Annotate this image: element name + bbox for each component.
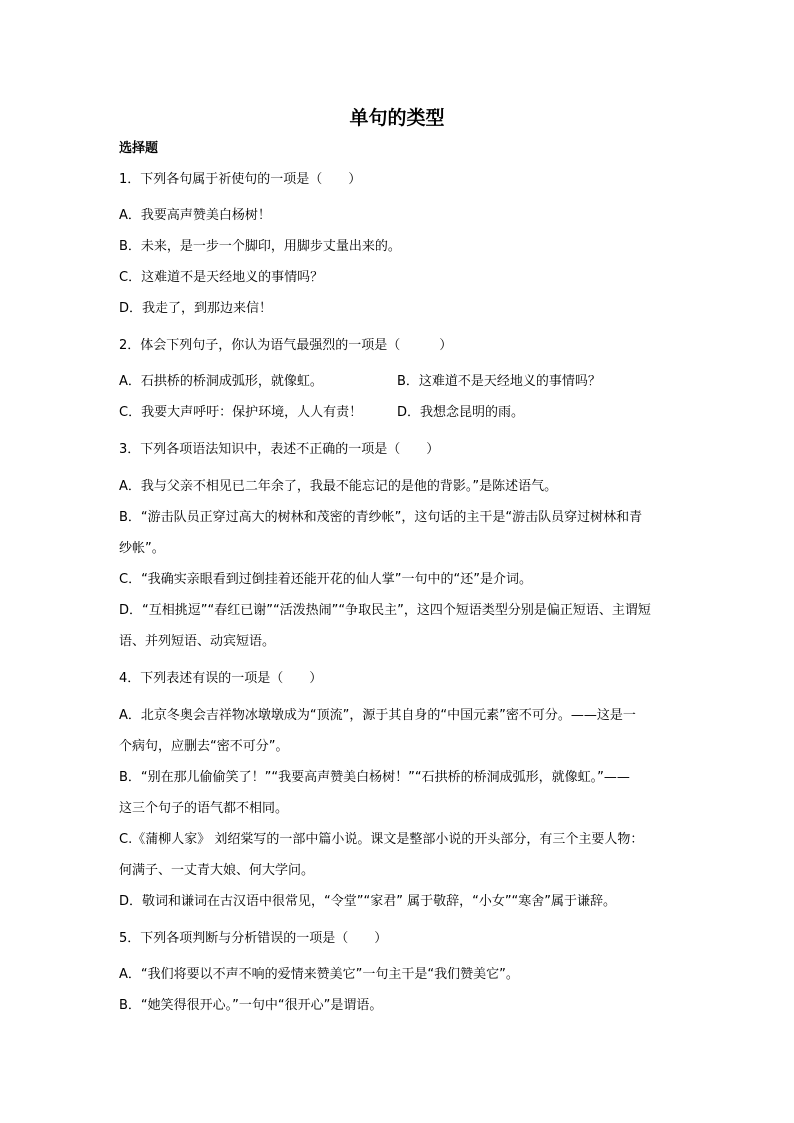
question-3-option-d-line2: 语、并列短语、动宾短语。 — [119, 634, 276, 649]
question-1-option-c: C．这难道不是天经地义的事情吗？ — [119, 270, 324, 285]
question-4-stem: 4．下列表述有误的一项是（ ） — [119, 671, 323, 686]
question-2-option-a: A．石拱桥的桥洞成弧形，就像虹。 — [119, 374, 323, 389]
question-4-option-b-line2: 这三个句子的语气都不相同。 — [119, 801, 289, 816]
page-title: 单句的类型 — [349, 107, 445, 129]
question-1-option-d: D．我走了，到那边来信！ — [119, 301, 273, 316]
question-1-option-b: B．未来，是一步一个脚印，用脚步丈量出来的。 — [119, 239, 401, 254]
question-3-option-d-line1: D．“互相挑逗”“春红已谢”“活泼热闹”“争取民主”，这四个短语类型分别是偏正短语、主谓短 — [119, 603, 651, 618]
question-3-option-b-line1: B．“游击队员正穿过高大的树林和茂密的青纱帐”，这句话的主干是“游击队员穿过树林和青 — [119, 510, 643, 525]
question-4-option-a-line2: 个病句，应删去“密不可分”。 — [119, 739, 289, 754]
question-4-option-a-line1: A．北京冬奥会吉祥物冰墩墩成为“顶流”，源于其自身的“中国元素”密不可分。——这是一 — [119, 708, 636, 723]
question-4-option-c-line1: C.《蒲柳人家》 刘绍棠写的一部中篇小说。课文是整部小说的开头部分，有三个主要人物： — [119, 832, 644, 847]
question-1-option-a: A．我要高声赞美白杨树！ — [119, 208, 271, 223]
question-4-option-d: D．敬词和谦词在古汉语中很常见，“令堂”“家君” 属于敬辞，“小女”“寒舍”属于谦辞。 — [119, 894, 617, 909]
question-4-option-c-line2: 何满子、一丈青大娘、何大学问。 — [119, 863, 315, 878]
question-5-option-b: B．“她笑得很开心。”一句中“很开心”是谓语。 — [119, 998, 383, 1013]
question-2-option-b: B．这难道不是天经地义的事情吗？ — [397, 374, 601, 389]
question-4-option-b-line1: B．“别在那儿偷偷笑了！”“我要高声赞美白杨树！”“石拱桥的桥洞成弧形，就像虹。”—— — [119, 770, 630, 785]
section-heading: 选择题 — [119, 141, 159, 156]
question-3-option-c: C．“我确实亲眼看到过倒挂着还能开花的仙人掌”一句中的“还”是介词。 — [119, 572, 533, 587]
question-3-option-a: A．我与父亲不相见已二年余了，我最不能忘记的是他的背影。”是陈述语气。 — [119, 479, 558, 494]
question-3-option-b-line2: 纱帐”。 — [119, 541, 165, 556]
question-5-option-a: A．“我们将要以不声不响的爱情来赞美它”一句主干是“我们赞美它”。 — [119, 967, 519, 982]
question-2-option-d: D．我想念昆明的雨。 — [397, 405, 525, 420]
question-2-stem: 2．体会下列句子，你认为语气最强烈的一项是（ ） — [119, 338, 453, 353]
question-3-stem: 3．下列各项语法知识中，表述不正确的一项是（ ） — [119, 442, 440, 457]
question-5-stem: 5．下列各项判断与分析错误的一项是（ ） — [119, 931, 388, 946]
question-1-stem: 1．下列各句属于祈使句的一项是（ ） — [119, 172, 362, 187]
question-2-option-c: C．我要大声呼吁：保护环境，人人有责！ — [119, 405, 363, 420]
